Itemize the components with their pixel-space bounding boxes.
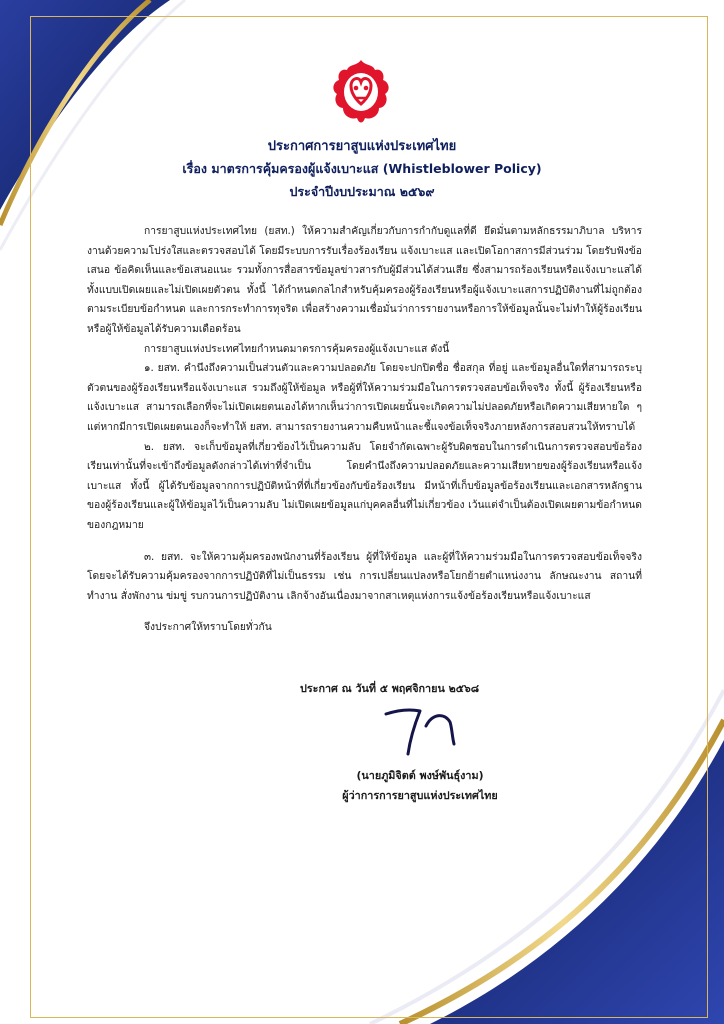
announcement-title: ประกาศการยาสูบแห่งประเทศไทย <box>267 139 457 154</box>
lead-paragraph: การยาสูบแห่งประเทศไทยกำหนดมาตรการคุ้มครองผู้แจ้งเบาะแส ดังนี้ <box>144 342 450 355</box>
tobacco-authority-emblem-icon <box>329 58 393 126</box>
signer-name: (นายภูมิจิตต์ พงษ์พันธุ์งาม) <box>356 769 484 782</box>
measure-item-2: ๒. ยสท. จะเก็บข้อมูลที่เกี่ยวข้องไว้เป็นความลับ โดยจำกัดเฉพาะผู้รับผิดชอบในการดำเนินการตรวจสอบข้อร้องเรียนเท่านั้นที่จะเข้าถึงข้อมูลดังกล่าวได้เท่าที่จำเป็น โดยคำนึงถึงความปลอดภัยและความเสียหายของผู้ร้องเรียนหรือแจ้งเบาะแส ทั้งนี้ ผู้ได้รับข้อมูลจากการปฏิบัติหน้าที่ที่เกี่ยวข้องกับข้อร้องเรียน มีหน้าที่เก็บข้อมูลข้อร้องเรียนและเอกสารหลักฐานของผู้ร้องเรียนและผู้ให้ข้อมูลไว้เป็นความลับ ไม่เปิดเผยข้อมูลแก่บุคคลอื่นที่ไม่เกี่ยวข้อง เว้นแต่จำเป็นต้องเปิดเผยตามข้อกำหนดของกฎหมาย <box>87 440 642 531</box>
measure-item-1: ๑. ยสท. คำนึงถึงความเป็นส่วนตัวและความปลอดภัย โดยจะปกปิดชื่อ ชื่อสกุล ที่อยู่ และข้อมูลอื่นใดที่สามารถระบุตัวตนของผู้ร้องเรียนหรือแจ้งเบาะแส รวมถึงผู้ให้ข้อมูล หรือผู้ที่ให้ความร่วมมือในการตรวจสอบข้อเท็จจริง ทั้งนี้ ผู้ร้องเรียนหรือแจ้งเบาะแส สามารถเลือกที่จะไม่เปิดเผยตนเองได้หากเห็นว่าการเปิดเผยนั้นจะเกิดความไม่ปลอดภัยหรือเกิดความเสียหายใด ๆ แต่หากมีการเปิดเผยตนเองก็จะทำให้ ยสท. สามารถรายงานความคืบหน้าและชี้แจงข้อเท็จจริงภายหลังการสอบสวนให้ทราบได้ <box>87 362 642 433</box>
announcement-body <box>87 222 642 638</box>
announcement-date: ประกาศ ณ วันที่ ๕ พฤศจิกายน ๒๕๖๘ <box>300 682 480 695</box>
signer-title: ผู้ว่าการการยาสูบแห่งประเทศไทย <box>342 789 498 802</box>
closing-statement: จึงประกาศให้ทราบโดยทั่วกัน <box>144 621 272 634</box>
announcement-subject: เรื่อง มาตรการคุ้มครองผู้แจ้งเบาะแส (Whistleblower Policy) <box>182 161 542 176</box>
intro-paragraph: การยาสูบแห่งประเทศไทย (ยสท.) ให้ความสำคัญเกี่ยวกับการกำกับดูแลที่ดี ยึดมั่นตามหลักธรรมาภิบาล บริหารงานด้วยความโปร่งใสและตรวจสอบได้ โดยมีระบบการรับเรื่องร้องเรียน แจ้งเบาะแส และเปิดโอกาสการมีส่วนร่วม โดยรับฟังข้อเสนอ ข้อคิดเห็นและข้อเสนอแนะ รวมทั้งการสื่อสารข้อมูลข่าวสารกับผู้มีส่วนได้ส่วนเสีย ซึ่งสามารถร้องเรียนหรือแจ้งเบาะแสได้ทั้งแบบเปิดเผยและไม่เปิดเผยตัวตน ทั้งนี้ ได้กำหนดกลไกสำหรับคุ้มครองผู้ร้องเรียนหรือผู้แจ้งเบาะแสการปฏิบัติงานที่ไม่ถูกต้องตามระเบียบข้อกำหนด และการกระทำการทุจริต เพื่อสร้างความเชื่อมั่นว่าการรายงานหรือการให้ข้อมูลนั้นจะไม่ทำให้ผู้ร้องเรียนหรือผู้ให้ข้อมูลได้รับความเดือดร้อน <box>87 225 642 335</box>
measure-item-3: ๓. ยสท. จะให้ความคุ้มครองพนักงานที่ร้องเรียน ผู้ที่ให้ข้อมูล และผู้ที่ให้ความร่วมมือในการตรวจสอบข้อเท็จจริง โดยจะได้รับความคุ้มครองจากการปฏิบัติที่ไม่เป็นธรรม เช่น การเปลี่ยนแปลงหรือโยกย้ายตำแหน่งงาน ลักษณะงาน สถานที่ทำงาน สั่งพักงาน ข่มขู่ รบกวนการปฏิบัติงาน เลิกจ้างอันเนื่องมาจากสาเหตุแห่งการแจ้งข้อร้องเรียนหรือแจ้งเบาะแส <box>87 550 642 602</box>
handwritten-signature <box>380 700 470 760</box>
fiscal-year-line: ประจำปีงบประมาณ ๒๕๖๙ <box>289 184 435 199</box>
